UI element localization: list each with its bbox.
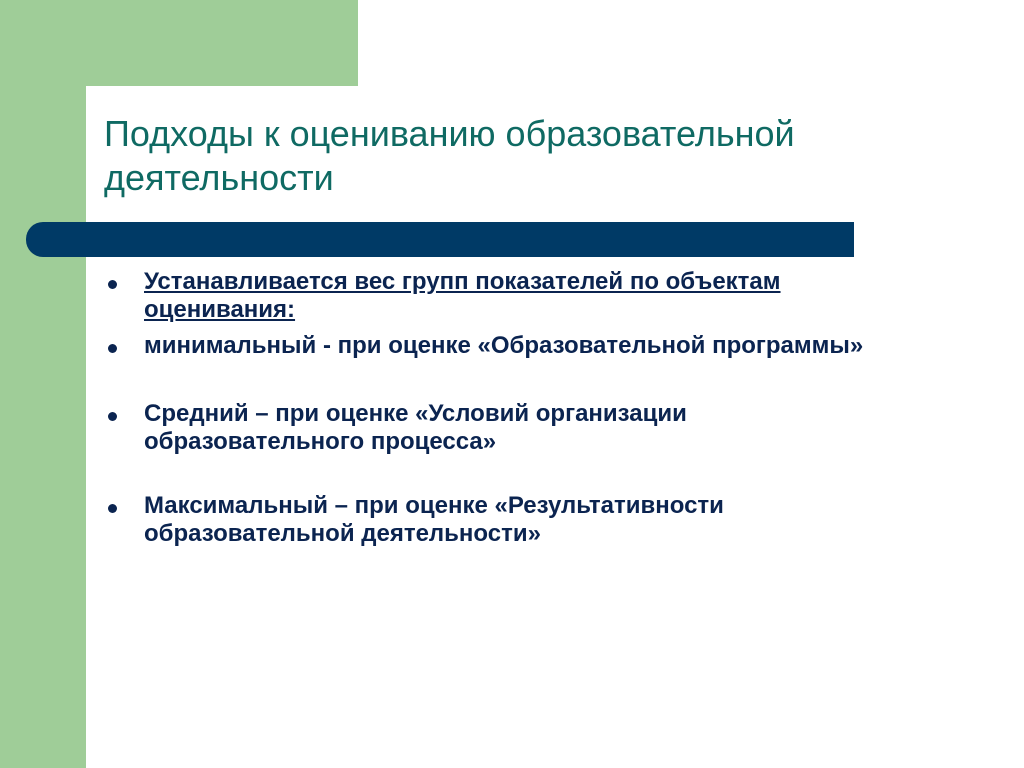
bullet-text: минимальный - при оценке «Образовательной программы» [144, 332, 864, 359]
bullet-item [104, 332, 904, 360]
bullet-dot-icon [108, 412, 117, 421]
bullet-list [104, 268, 904, 548]
bullet-dot-icon [108, 344, 117, 353]
bullet-item [104, 400, 904, 456]
title-divider-bar [26, 222, 854, 257]
bullet-item [104, 268, 904, 324]
bullet-text: Средний – при оценке «Условий организации образовательного процесса» [144, 400, 687, 455]
green-top-decoration [0, 0, 358, 86]
slide-title [104, 112, 984, 200]
bullet-text: Устанавливается вес групп показателей по объектам оценивания: [144, 268, 781, 323]
slide-title-line-1: Подходы к оцениванию образовательной [104, 113, 795, 154]
green-sidebar-decoration [0, 0, 86, 768]
bullet-text: Максимальный – при оценке «Результативности образовательной деятельности» [144, 492, 724, 547]
slide-title-line-2: деятельности [104, 157, 334, 198]
bullet-dot-icon [108, 280, 117, 289]
bullet-item [104, 492, 904, 548]
bullet-dot-icon [108, 504, 117, 513]
